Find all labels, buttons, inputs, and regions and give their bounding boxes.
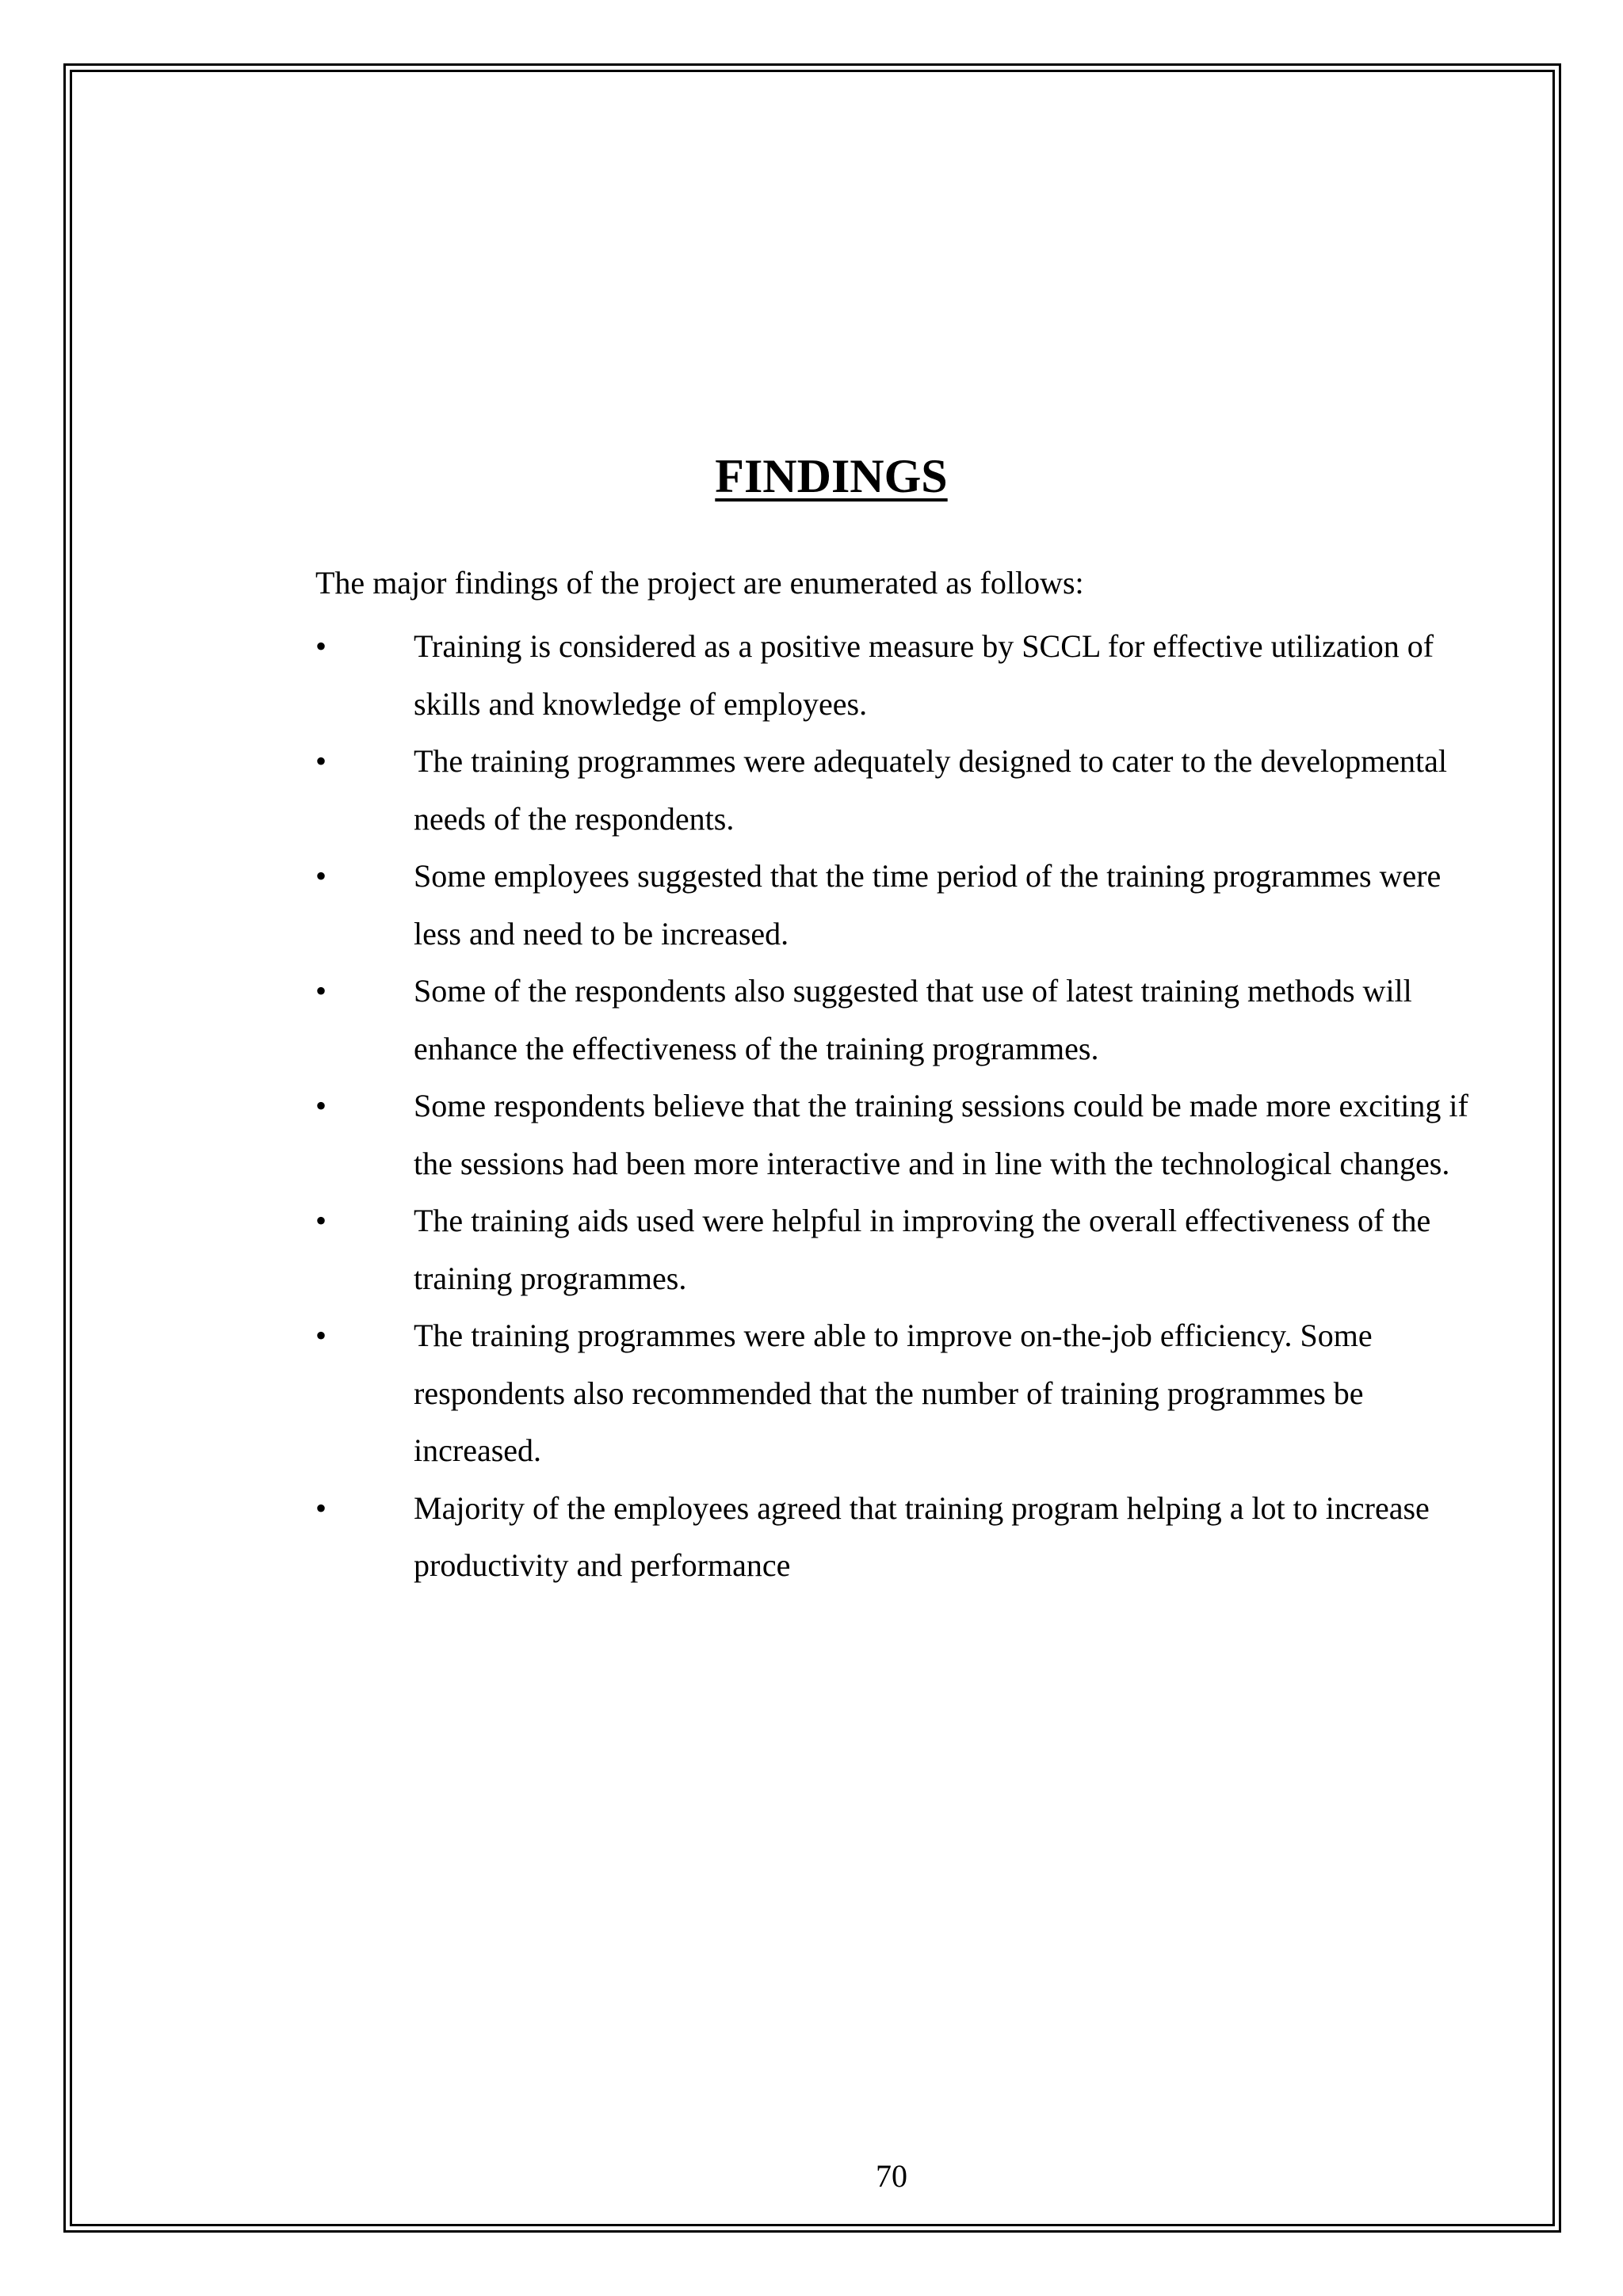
- finding-text: The training programmes were adequately designed to cater to the developmental needs of the respondents.: [414, 743, 1447, 837]
- bullet-icon: •: [315, 1489, 327, 1526]
- finding-item: [315, 1480, 1488, 1595]
- finding-text: Some employees suggested that the time period of the training programmes were less and need to be increased.: [414, 858, 1442, 952]
- finding-item: [315, 733, 1488, 848]
- bullet-icon: •: [315, 858, 327, 894]
- intro-text: The major findings of the project are enumerated as follows:: [315, 565, 1084, 601]
- finding-text: Some respondents believe that the training sessions could be made more exciting if the sessions had been more interactive and in line with the technological changes.: [414, 1088, 1468, 1181]
- findings-list: [315, 618, 1488, 1595]
- finding-text: Some of the respondents also suggested that use of latest training methods will enhance the effectiveness of the training programmes.: [414, 973, 1412, 1066]
- finding-text: Training is considered as a positive measure by SCCL for effective utilization of skills and knowledge of employees.: [414, 628, 1434, 722]
- finding-item: [315, 1307, 1488, 1480]
- finding-text: The training programmes were able to improve on-the-job efficiency. Some respondents also recommended that the number of training programmes be increased.: [414, 1318, 1373, 1468]
- bullet-icon: •: [315, 973, 327, 1009]
- finding-item: [315, 963, 1488, 1077]
- finding-item: [315, 1192, 1488, 1307]
- finding-item: [315, 848, 1488, 963]
- bullet-icon: •: [315, 1318, 327, 1353]
- page-title: FINDINGS: [715, 450, 948, 502]
- finding-text: Majority of the employees agreed that training program helping a lot to increase productivity and performance: [414, 1489, 1430, 1583]
- page-number: 70: [876, 2158, 907, 2194]
- finding-text: The training aids used were helpful in improving the overall effectiveness of the training programmes.: [414, 1203, 1431, 1296]
- bullet-icon: •: [315, 628, 327, 664]
- finding-item: [315, 618, 1488, 733]
- bullet-icon: •: [315, 1203, 327, 1238]
- bullet-icon: •: [315, 1088, 327, 1123]
- finding-item: [315, 1077, 1488, 1192]
- bullet-icon: •: [315, 743, 327, 779]
